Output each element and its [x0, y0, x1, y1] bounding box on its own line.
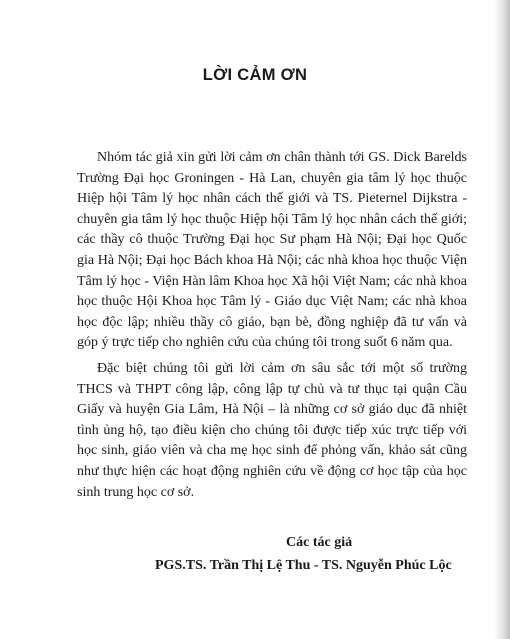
acknowledgement-body	[77, 148, 467, 503]
paragraph-1: Nhóm tác giả xin gửi lời cảm ơn chân thành tới GS. Dick Barelds Trường Đại học Groningen - Hà Lan, chuyên gia tâm lý học thuộc Hiệp hội Tâm lý học nhân cách thế giới và TS. Pieternel Dijkstra - chuyên gia tâm lý học thuộc Hiệp hội Tâm lý học nhân cách thế giới; các thầy cô thuộc Trường Đại học Sư phạm Hà Nội; Đại học Quốc gia Hà Nội; Đại học Bách khoa Hà Nội; các nhà khoa học thuộc Viện Tâm lý học - Viện Hàn lâm Khoa học Xã hội Việt Nam; các nhà khoa học thuộc Hội Khoa học Tâm lý - Giáo dục Việt Nam; các nhà khoa học độc lập; nhiều thầy cô giáo, bạn bè, đồng nghiệp đã tư vấn và góp ý trực tiếp cho nghiên cứu của chúng tôi trong suốt 6 năm qua.	[77, 150, 467, 351]
signature-names: PGS.TS. Trần Thị Lệ Thu - TS. Nguyễn Phúc Lộc	[155, 558, 452, 573]
page-edge-shadow	[494, 0, 510, 639]
paragraph-2: Đặc biệt chúng tôi gửi lời cảm ơn sâu sắc tới một số trường THCS và THPT công lập, công lập tự chủ và tư thục tại quận Cầu Giấy và huyện Gia Lâm, Hà Nội – là những cơ sở giáo dục đã nhiệt tình ủng hộ, tạo điều kiện cho chúng tôi được tiếp xúc trực tiếp với học sinh, giáo viên và cha mẹ học sinh để phỏng vấn, khảo sát cũng như thực hiện các hoạt động nghiên cứu về động cơ học tập của học sinh trung học cơ sở.	[77, 360, 467, 500]
signature-role: Các tác giả	[286, 535, 353, 550]
page-title: LỜI CẢM ƠN	[202, 66, 308, 84]
